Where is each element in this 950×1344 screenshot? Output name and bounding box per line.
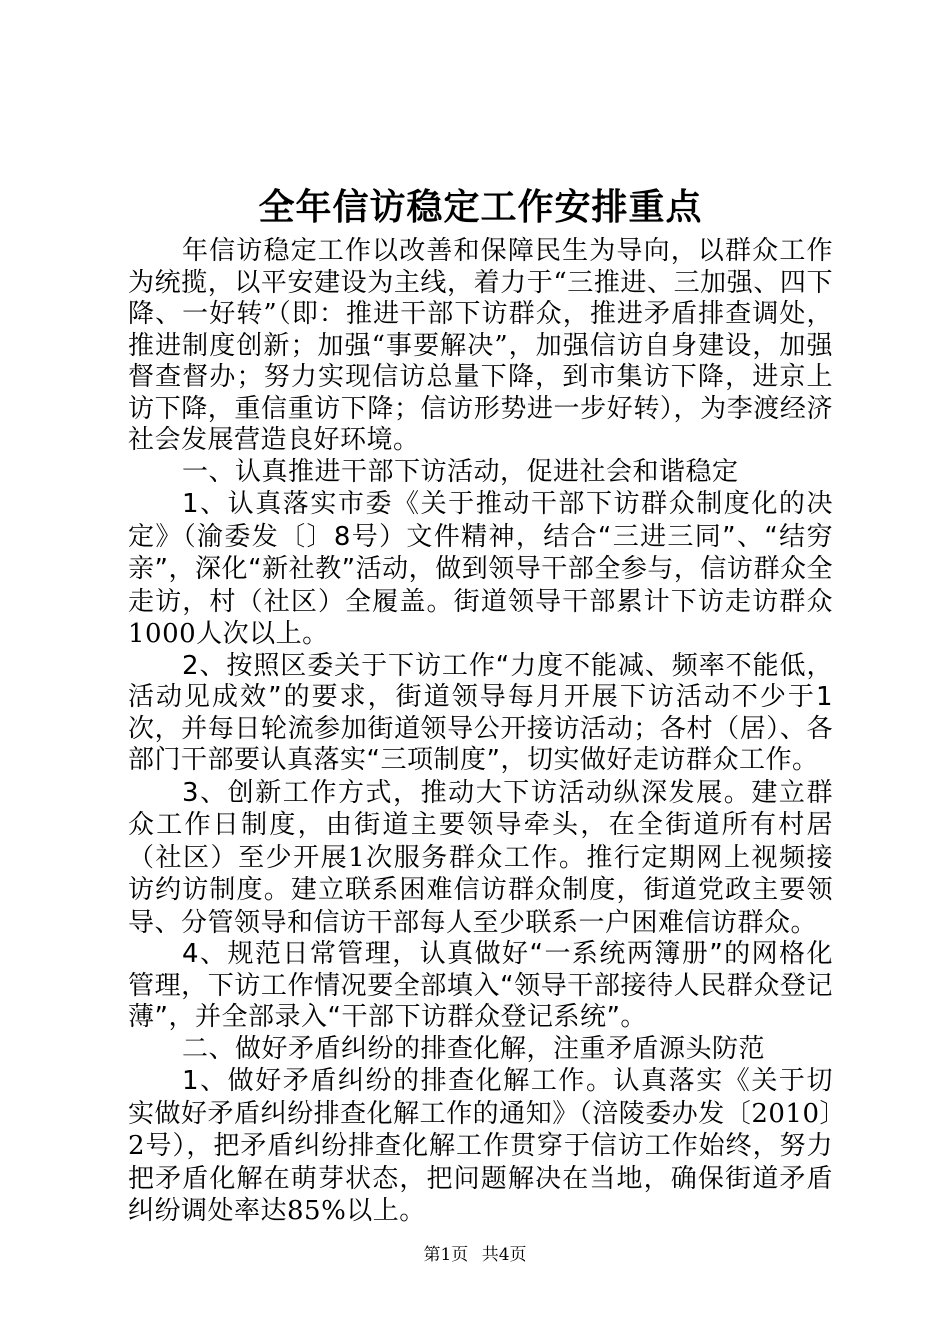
section-heading-1: 一、认真推进干部下访活动，促进社会和谐稳定 — [182, 456, 739, 487]
item-1-lead: 1、认真落实市委《关于推动干部下访群众制度化的决定》（渝委发〔〕8号）文件精神，结合“三进三同”、“结穷亲”，深化“新社教”活动，做到领导干部全参与，信访群众全走访，村（社区）全履盖。 — [128, 489, 833, 617]
item-5-paragraph — [128, 1065, 833, 1228]
page-total: 共4页 — [481, 1245, 527, 1265]
intro-paragraph: 年信访稳定工作以改善和保障民生为导向，以群众工作为统揽，以平安建设为主线，着力于“三推进、三加强、四下降、一好转”（即：推进干部下访群众，推进矛盾排查调处，推进制度创新；加强“事要解决”，加强信访自身建设，加强督查督办；努力实现信访总量下降，到市集访下降，进京上访下降，重信重访下降；信访形势进一步好转），为李渡经济社会发展营造良好环境。 — [128, 236, 833, 455]
page-number: 第1页 — [423, 1245, 469, 1265]
page-footer — [0, 1244, 950, 1266]
item-3-body: 建立群众工作日制度，由街道主要领导牵头，在全街道所有村居（社区）至少开展1次服务群众工作。推行定期网上视频接访约访制度。建立联系困难信访群众制度，街道党政主要领导、分管领导和信访干部每人至少联系一户困难信访群众。 — [128, 777, 833, 938]
item-2-paragraph: 2、按照区委关于下访工作“力度不能减、频率不能低，活动见成效”的要求，街道领导每月开展下访活动不少于1次，并每日轮流参加街道领导公开接访活动；各村（居）、各部门干部要认真落实“三项制度”，切实做好走访群众工作。 — [128, 650, 833, 775]
item-4-paragraph: 4、规范日常管理，认真做好“一系统两簿册”的网格化管理，下访工作情况要全部填入“领导干部接待人民群众登记薄”，并全部录入“干部下访群众登记系统”。 — [128, 939, 833, 1032]
document-title: 全年信访稳定工作安排重点 — [258, 187, 703, 228]
item-1-paragraph — [128, 488, 833, 651]
item-1-body: 街道领导干部累计下访走访群众1000人次以上。 — [128, 586, 833, 649]
item-5-body: 认真落实《关于切实做好矛盾纠纷排查化解工作的通知》（涪陵委办发〔2010〕2号），把矛盾纠纷排查化解工作贯穿于信访工作始终，努力把矛盾化解在萌芽状态，把问题解决在当地，确保街道矛盾纠纷调处率达85%以上。 — [128, 1066, 833, 1226]
item-3-paragraph — [128, 777, 833, 940]
item-5-lead: 1、做好矛盾纠纷的排查化解工作。 — [182, 1066, 614, 1096]
document-page — [128, 180, 833, 1228]
item-3-lead: 3、创新工作方式，推动大下访活动纵深发展。 — [182, 777, 752, 808]
section-heading-2: 二、做好矛盾纠纷的排查化解，注重矛盾源头防范 — [182, 1033, 766, 1064]
